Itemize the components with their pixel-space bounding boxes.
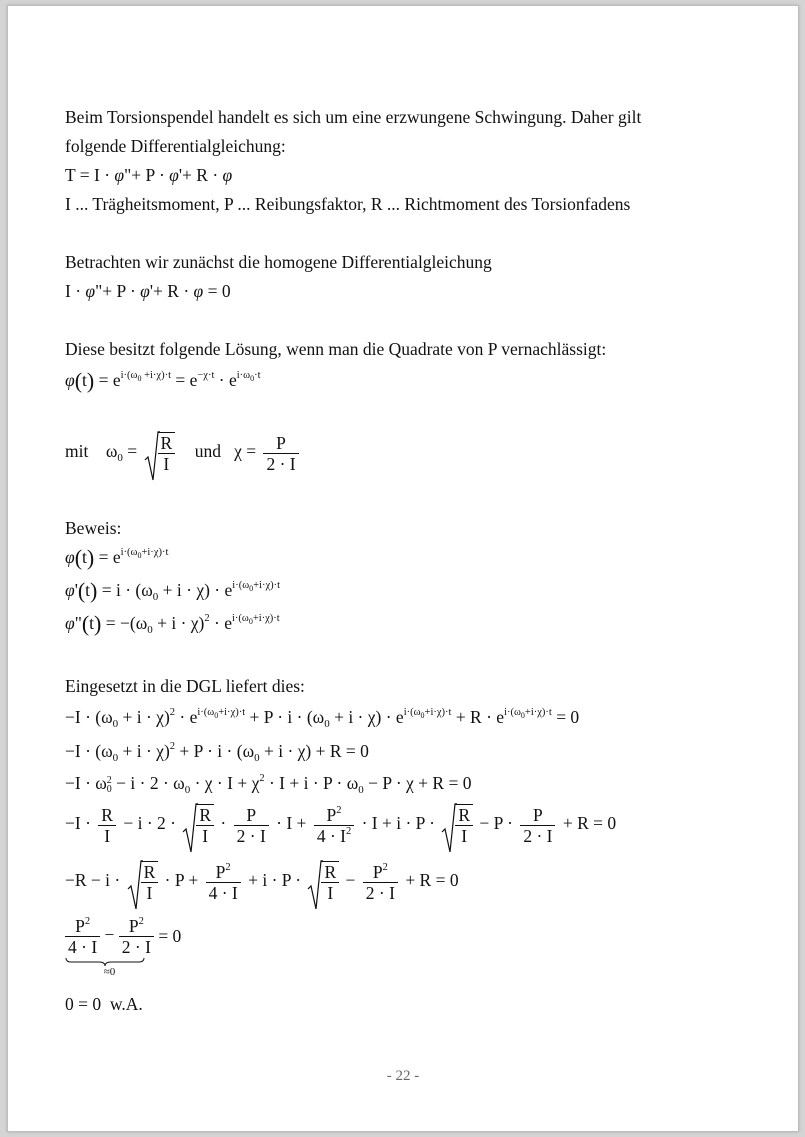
equation-step-4: −I · $\frac{R}{I}$ − i · 2 · $\frac{R}{I}$ · $\frac{P}{2 \cdot I}$ · I + $\frac{P^2}{4 \cdot I^2}$ · I + i · P · $\frac{R}{I}$ − P · $\frac{P}{2 \cdot I}$ + R = 0 [65,804,616,846]
sqrt-r-over-i: $\frac{R}{I}$ [144,432,176,474]
equation-solution: $\varphi(t) = e^{i\cdot(\omega_0 +i\cdot\chi)\cdot t} = e^{-\chi\cdot t} \cdot e^{i\cdot\omega_0\cdot t}$ [65,368,261,393]
equation-proof-phi: $\varphi(t) = e^{i\cdot(\omega_0+i\cdot\chi)\cdot t}$ [65,545,169,570]
document-page [7,5,799,1132]
solution-text: Diese besitzt folgende Lösung, wenn man die Quadrate von P vernachlässigt: [65,339,607,359]
equation-step-2: $-I \cdot (\omega_0 + i \cdot \chi)^2 + P \cdot i \cdot (\omega_0 + i \cdot \chi) + R = 0$ [65,741,369,764]
homogeneous-text: Betrachten wir zunächst die homogene Differentialgleichung [65,252,492,272]
equation-step-6: $\frac{P^2}{4 \cdot I}$ − $\frac{P^2}{2 \cdot I}$ ≈0 = 0 [65,916,181,978]
equation-result: 0 = 0 w.A. [65,994,143,1014]
page-number: - 22 - [386,1068,420,1084]
equation-step-3: −I · ω 2 0 − $i \cdot 2 \cdot \omega_0 \cdot \chi \cdot I + \chi^2 \cdot I + i \cdot P \cdot \omega_0 - P \cdot \chi + R = 0$ [65,773,472,796]
equation-proof-phi-prime: $\varphi'(t) = i \cdot (\omega_0 + i \cdot \chi) \cdot e^{i\cdot(\omega_0+i\cdot\chi)\cdot t}$ [65,578,281,603]
inserted-text: Eingesetzt in die DGL liefert dies: [65,676,305,696]
symbol-legend: I ... Trägheitsmoment, P ... Reibungsfaktor, R ... Richtmoment des Torsionfadens [65,194,631,214]
underbrace-group: $\frac{P^2}{4 \cdot I}$ − $\frac{P^2}{2 \cdot I}$ ≈0 [65,916,154,978]
equation-step-1: $-I \cdot (\omega_0 + i \cdot \chi)^2 \cdot e^{i\cdot(\omega_0+i\cdot\chi)\cdot t} + P \cdot i \cdot (\omega_0 + i \cdot \chi) \cdot e^{i\cdot(\omega_0+i\cdot\chi)\cdot t} + R \cdot e^{i\cdot(\omega_0+i\cdot\chi)\cdot t} = 0$ [65,707,580,730]
equation-forced-de: T = I · φ"+ P · φ'+ R · φ [65,165,233,185]
proof-heading: Beweis: [65,518,122,538]
equation-definitions: mit $\omega_0$ = $\frac{R}{I}$ und χ = $\frac{P}{2 \cdot I}$ [65,432,302,474]
equation-proof-phi-double-prime: φ"(t) = $-(\omega_0 + i \cdot \chi)^2 \cdot e^{i\cdot(\omega_0+i\cdot\chi)\cdot t}$ [65,611,280,636]
fraction-p-over-2i: $\frac{P}{2 \cdot I}$ [263,433,298,474]
intro-line-2: folgende Differentialgleichung: [65,136,286,156]
equation-homogeneous-de: I · φ"+ P · φ'+ R · φ = 0 [65,281,231,301]
equation-step-5: −R − i · $\frac{R}{I}$ · P + $\frac{P^2}{4 \cdot I}$ + i · P · $\frac{R}{I}$ − $\frac{P^2}{2 \cdot I}$ + R = 0 [65,861,459,903]
intro-line-1: Beim Torsionspendel handelt es sich um eine erzwungene Schwingung. Daher gilt [65,107,642,127]
